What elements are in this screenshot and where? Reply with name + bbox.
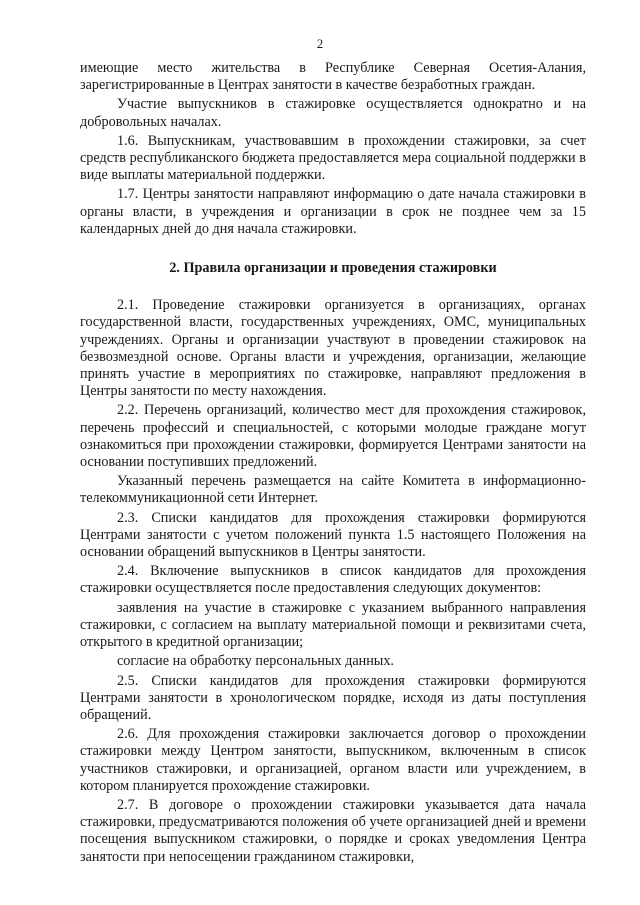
document-body bbox=[80, 60, 586, 866]
paragraph-2-2: 2.2. Перечень организаций, количество мест для прохождения стажировок, перечень профессий и специальностей, с которыми молодые граждане могут ознакомиться при прохождении стажировки, формируется Центрами занятости на основании поступивших предложений. bbox=[80, 402, 586, 471]
paragraph-list-published: Указанный перечень размещается на сайте Комитета в информационно-телекоммуникационной сети Интернет. bbox=[80, 473, 586, 507]
section-1-continuation bbox=[80, 60, 586, 238]
paragraph-2-7: 2.7. В договоре о прохождении стажировки указывается дата начала стажировки, предусматриваются положения об учете организацией дней и времени посещения выпускником стажировки, о порядке и сроках уведомления Центра занятости при непосещении гражданином стажировки, bbox=[80, 796, 586, 865]
paragraph-2-3: 2.3. Списки кандидатов для прохождения стажировки формируются Центрами занятости с учетом положений пункта 1.5 настоящего Положения на основании обращений выпускников в Центры занятости. bbox=[80, 509, 586, 561]
paragraph-2-1: 2.1. Проведение стажировки организуется в организациях, органах государственной власти, государственных учреждениях, ОМС, муниципальных учреждениях. Органы и организации участвуют в проведении стажировок на безвозмездной основе. Органы власти и учреждения, организации, желающие принять участие в мероприятиях по стажировке, направляют предложения в Центры занятости по месту нахождения. bbox=[80, 297, 586, 400]
paragraph-participation-once: Участие выпускников в стажировке осуществляется однократно и на добровольных началах. bbox=[80, 96, 586, 130]
paragraph-1-7: 1.7. Центры занятости направляют информацию о дате начала стажировки в органы власти, в учреждения и организации в срок не позднее чем за 15 календарных дней до дня начала стажировки. bbox=[80, 186, 586, 237]
section-2 bbox=[80, 297, 586, 866]
paragraph-2-5: 2.5. Списки кандидатов для прохождения стажировки формируются Центрами занятости в хронологическом порядке, исходя из даты поступления обращений. bbox=[80, 672, 586, 723]
paragraph-2-4: 2.4. Включение выпускников в список кандидатов для прохождения стажировки осуществляется после предоставления следующих документов: bbox=[80, 563, 586, 597]
page-number: 2 bbox=[316, 36, 324, 51]
paragraph-1-5-continuation: имеющие место жительства в Республике Северная Осетия-Алания, зарегистрированные в Центрах занятости в качестве безработных граждан. bbox=[80, 60, 586, 94]
section-2-heading: 2. Правила организации и проведения стажировки bbox=[169, 260, 497, 277]
paragraph-application-item: заявления на участие в стажировке с указанием выбранного направления стажировки, с согласием на выплату материальной помощи и реквизитами счета, открытого в кредитной организации; bbox=[80, 599, 586, 651]
paragraph-1-6: 1.6. Выпускникам, участвовавшим в прохождении стажировки, за счет средств республиканского бюджета предоставляется мера социальной поддержки в виде выплаты материальной поддержки. bbox=[80, 132, 586, 184]
paragraph-2-6: 2.6. Для прохождения стажировки заключается договор о прохождении стажировки между Центром занятости, выпускником, включенным в список участников стажировки, и организацией, органом власти или учреждением, в котором планируется прохождение стажировки. bbox=[80, 726, 586, 794]
paragraph-consent-item: согласие на обработку персональных данных. bbox=[117, 653, 394, 670]
